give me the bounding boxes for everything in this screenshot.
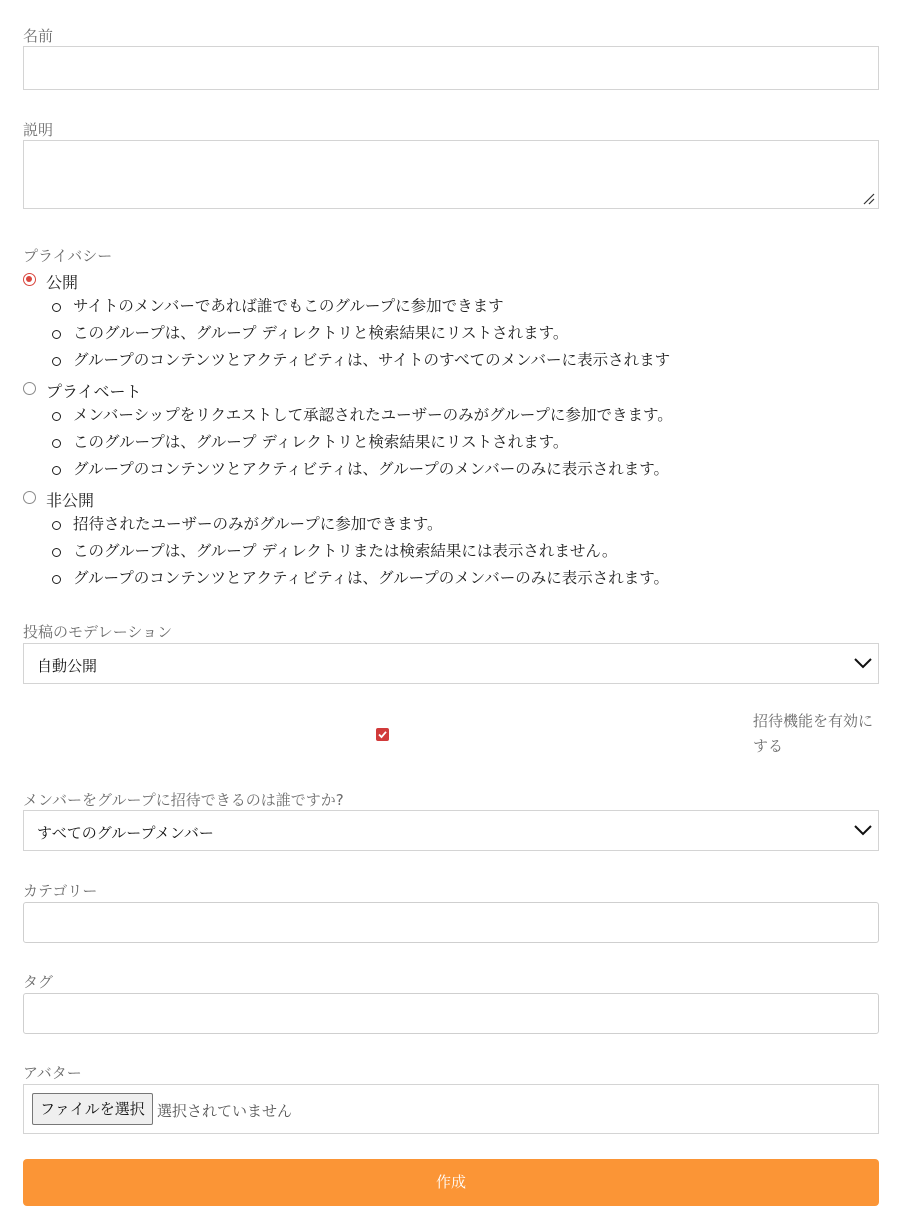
enable-invite-checkbox[interactable]	[376, 728, 389, 741]
list-item: このグループは、グループ ディレクトリと検索結果にリストされます。	[52, 320, 670, 347]
category-label: カテゴリー	[23, 882, 98, 900]
name-input[interactable]	[23, 46, 879, 90]
privacy-hidden-details	[52, 511, 669, 592]
list-item: メンバーシップをリクエストして承認されたユーザーのみがグループに参加できます。	[52, 402, 673, 429]
invite-who-label: メンバーをグループに招待できるのは誰ですか?	[23, 791, 344, 809]
chevron-down-icon	[854, 824, 872, 836]
invite-who-selected-value: すべてのグループメンバー	[37, 824, 214, 842]
avatar-label: アバター	[23, 1064, 82, 1082]
moderation-selected-value: 自動公開	[37, 657, 98, 675]
name-label: 名前	[23, 27, 54, 45]
privacy-public-label[interactable]: 公開	[46, 273, 79, 292]
privacy-private-details	[52, 402, 673, 483]
list-item: グループのコンテンツとアクティビティは、グループのメンバーのみに表示されます。	[52, 565, 669, 592]
file-status: 選択されていません	[157, 1102, 293, 1120]
tags-input[interactable]	[23, 993, 879, 1034]
list-item: このグループは、グループ ディレクトリと検索結果にリストされます。	[52, 429, 673, 456]
list-item: サイトのメンバーであれば誰でもこのグループに参加できます	[52, 293, 670, 320]
privacy-public-radio[interactable]	[23, 273, 36, 286]
resize-grip-icon[interactable]	[863, 193, 875, 205]
list-item: 招待されたユーザーのみがグループに参加できます。	[52, 511, 669, 538]
privacy-private-radio[interactable]	[23, 382, 36, 395]
description-label: 説明	[23, 121, 54, 139]
privacy-hidden-label[interactable]: 非公開	[46, 491, 95, 510]
moderation-label: 投稿のモデレーション	[23, 623, 173, 641]
moderation-select[interactable]	[23, 643, 879, 684]
privacy-public-details	[52, 293, 670, 374]
create-button[interactable]: 作成	[23, 1159, 879, 1206]
list-item: グループのコンテンツとアクティビティは、サイトのすべてのメンバーに表示されます	[52, 347, 670, 374]
enable-invite-label[interactable]: 招待機能を有効にする	[753, 712, 874, 755]
privacy-hidden-radio[interactable]	[23, 491, 36, 504]
invite-who-select[interactable]	[23, 810, 879, 851]
avatar-file-input[interactable]	[23, 1084, 879, 1134]
chevron-down-icon	[854, 657, 872, 669]
choose-file-button[interactable]: ファイルを選択	[32, 1093, 153, 1125]
description-textarea[interactable]	[23, 140, 879, 209]
tags-label: タグ	[23, 973, 54, 991]
checkmark-icon	[377, 729, 388, 740]
category-input[interactable]	[23, 902, 879, 943]
privacy-private-label[interactable]: プライベート	[46, 382, 142, 401]
list-item: グループのコンテンツとアクティビティは、グループのメンバーのみに表示されます。	[52, 456, 673, 483]
list-item: このグループは、グループ ディレクトリまたは検索結果には表示されません。	[52, 538, 669, 565]
privacy-label: プライバシー	[23, 247, 113, 265]
